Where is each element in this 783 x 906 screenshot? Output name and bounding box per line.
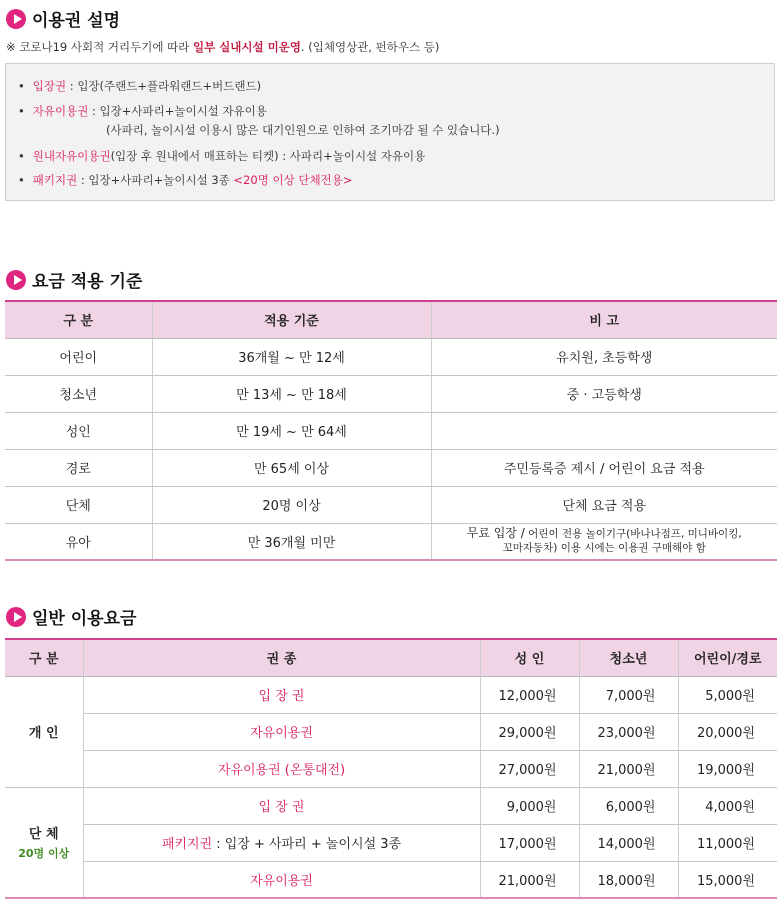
col-header-adult: 성 인 [480, 639, 579, 676]
cell-ticket: 자유이용권 [83, 861, 480, 898]
group-group-label: 단 체 [28, 827, 59, 843]
cell-child-price: 20,000원 [678, 713, 777, 750]
cell-child-price: 5,000원 [678, 676, 777, 713]
cell-ticket: 입 장 권 [83, 676, 480, 713]
col-header-youth: 청소년 [579, 639, 678, 676]
cell-category: 유아 [5, 523, 152, 560]
ticket-desc: : 입장 + 사파리 + 놀이시설 3종 [212, 837, 402, 852]
cell-criteria: 만 13세 ~ 만 18세 [152, 375, 431, 412]
group-size-note: 20명 이상 [18, 847, 70, 861]
list-item [18, 148, 425, 164]
item-name: 자유이용권 [32, 104, 89, 118]
cell-child-price: 15,000원 [678, 861, 777, 898]
item-name: 원내자유이용권 [32, 149, 111, 163]
cell-note: 주민등록증 제시 / 어린이 요금 적용 [431, 449, 777, 486]
section-title-text: 일반 이용요금 [32, 609, 137, 629]
cell-ticket: 입 장 권 [83, 787, 480, 824]
table-row [5, 375, 777, 412]
cell-category: 성인 [5, 412, 152, 449]
item-name: 패키지권 [32, 173, 78, 187]
cell-adult-price: 29,000원 [480, 713, 579, 750]
cell-child-price: 4,000원 [678, 787, 777, 824]
ticket-name: 패키지권 [161, 837, 213, 852]
table-row [5, 713, 777, 750]
item-desc: 입장+사파리+놀이시설 3종 [88, 173, 234, 187]
section-title-text: 이용권 설명 [32, 11, 121, 31]
cell-criteria: 36개월 ~ 만 12세 [152, 338, 431, 375]
play-icon [6, 607, 26, 627]
cell-category: 청소년 [5, 375, 152, 412]
infant-note-free: 무료 입장 / [466, 526, 525, 541]
cell-criteria: 만 65세 이상 [152, 449, 431, 486]
cell-child-price: 19,000원 [678, 750, 777, 787]
list-item: • 패키지권 : 입장+사파리+놀이시설 3종 <20명 이상 단체전용> [18, 172, 352, 188]
cell-category: 단체 [5, 486, 152, 523]
table-row [5, 861, 777, 898]
general-fee-table [5, 638, 777, 899]
cell-ticket: 자유이용권 (온통대전) [83, 750, 480, 787]
cell-adult-price: 27,000원 [480, 750, 579, 787]
item-name: 입장권 [32, 79, 67, 93]
col-header-criteria: 적용 기준 [152, 301, 431, 338]
cell-youth-price: 21,000원 [579, 750, 678, 787]
item-desc: (입장 후 원내에서 매표하는 티켓) : 사파리+놀이시설 자유이용 [110, 149, 426, 163]
cell-category: 어린이 [5, 338, 152, 375]
cell-criteria: 만 36개월 미만 [152, 523, 431, 560]
table-row [5, 486, 777, 523]
cell-youth-price: 18,000원 [579, 861, 678, 898]
col-header-category: 구 분 [5, 301, 152, 338]
table-row [5, 787, 777, 824]
cell-adult-price: 12,000원 [480, 676, 579, 713]
table-row [5, 449, 777, 486]
table-row [5, 676, 777, 713]
fee-criteria-table [5, 300, 777, 561]
cell-adult-price: 21,000원 [480, 861, 579, 898]
notice-prefix: ※ 코로나19 사회적 거리두기에 따라 [6, 40, 193, 54]
item-extra: <20명 이상 단체전용> [233, 173, 353, 187]
group-individual: 개 인 [5, 676, 83, 787]
cell-youth-price: 14,000원 [579, 824, 678, 861]
cell-ticket: 자유이용권 [83, 713, 480, 750]
col-header-child: 어린이/경로 [678, 639, 777, 676]
table-row [5, 824, 777, 861]
section-title-text: 요금 적용 기준 [32, 272, 143, 292]
section-title-general-fee [6, 604, 136, 629]
cell-adult-price: 9,000원 [480, 787, 579, 824]
cell-note: 단체 요금 적용 [431, 486, 777, 523]
infant-note-line1: 어린이 전용 놀이기구(바나나점프, 미니바이킹, [524, 528, 742, 541]
cell-criteria: 20명 이상 [152, 486, 431, 523]
col-header-category: 구 분 [5, 639, 83, 676]
item-subnote: (사파리, 놀이시설 이용시 많은 대기인원으로 인하여 조기마감 될 수 있습니다.) [106, 123, 500, 137]
cell-note [431, 523, 777, 560]
cell-criteria: 만 19세 ~ 만 64세 [152, 412, 431, 449]
cell-note: 유치원, 초등학생 [431, 338, 777, 375]
notice-suffix: . (입체영상관, 펀하우스 등) [300, 40, 440, 54]
col-header-ticket: 권 종 [83, 639, 480, 676]
list-item: • 입장권 : 입장(주랜드+플라워랜드+버드랜드) [18, 78, 261, 94]
cell-note: 중 · 고등학생 [431, 375, 777, 412]
table-row [5, 412, 777, 449]
cell-youth-price: 7,000원 [579, 676, 678, 713]
infant-note-line2: 꼬마자동차) 이용 시에는 이용권 구매해야 함 [502, 542, 706, 555]
notice-highlight: 일부 실내시설 미운영 [192, 40, 301, 54]
item-desc: 입장(주랜드+플라워랜드+버드랜드) [77, 79, 262, 93]
cell-child-price: 11,000원 [678, 824, 777, 861]
cell-adult-price: 17,000원 [480, 824, 579, 861]
item-desc: 입장+사파리+놀이시설 자유이용 [99, 104, 267, 118]
cell-note [431, 412, 777, 449]
section-title-ticket-desc [6, 6, 120, 31]
play-icon [6, 9, 26, 29]
table-row [5, 750, 777, 787]
cell-youth-price: 23,000원 [579, 713, 678, 750]
ticket-info-box [5, 63, 775, 201]
notice [6, 39, 439, 55]
cell-category: 경로 [5, 449, 152, 486]
play-icon [6, 270, 26, 290]
table-row [5, 338, 777, 375]
col-header-note: 비 고 [431, 301, 777, 338]
table-row [5, 523, 777, 560]
list-item: • 자유이용권 : 입장+사파리+놀이시설 자유이용 [18, 103, 267, 119]
group-group [5, 787, 83, 898]
cell-youth-price: 6,000원 [579, 787, 678, 824]
cell-ticket [83, 824, 480, 861]
section-title-fee-criteria [6, 267, 142, 292]
